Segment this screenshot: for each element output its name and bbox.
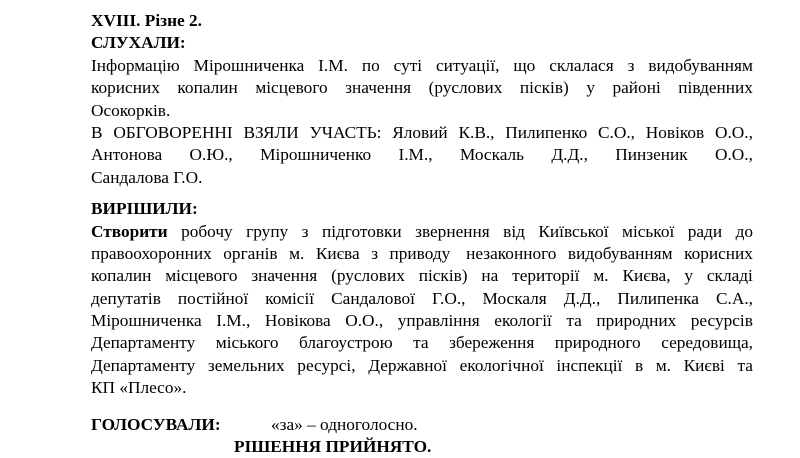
word: Пилипенко xyxy=(505,122,588,142)
word: управління xyxy=(397,311,480,331)
word: Пилипенка xyxy=(617,288,699,308)
heard-label: СЛУХАЛИ: xyxy=(91,33,186,53)
decided-line xyxy=(91,332,753,354)
word: видобуванням xyxy=(648,55,753,75)
word: звернення xyxy=(415,221,490,241)
word: Інформацію xyxy=(91,55,180,75)
word: земельних xyxy=(207,355,285,375)
decided-line xyxy=(91,355,753,377)
word: збереження xyxy=(449,333,535,353)
word: ресурсі, xyxy=(297,355,356,375)
word: з xyxy=(371,243,379,263)
word: м. xyxy=(289,243,305,263)
word: Новікова xyxy=(264,311,331,331)
word: у xyxy=(684,266,694,286)
word: Сандалової xyxy=(331,288,415,308)
word: Києва, xyxy=(622,266,671,286)
word: до xyxy=(735,221,753,241)
decided-line-first xyxy=(91,221,753,243)
discussion-line-last: Сандалова Г.О. xyxy=(91,167,203,187)
word: І.М., xyxy=(398,145,433,165)
word: що xyxy=(513,55,536,75)
word: від xyxy=(503,221,525,241)
word: міської xyxy=(622,221,675,241)
word: у xyxy=(586,78,595,98)
heard-paragraph xyxy=(91,55,753,122)
heard-line xyxy=(91,55,753,77)
discussion-line xyxy=(91,122,753,144)
word: постійної xyxy=(177,288,249,308)
discussion-line xyxy=(91,144,753,166)
word: комісії xyxy=(265,288,315,308)
word: депутатів xyxy=(91,288,161,308)
word: Мірошниченка xyxy=(193,55,305,75)
word: ситуації, xyxy=(435,55,500,75)
vote-value: «за» – одноголосно. xyxy=(271,414,418,434)
word: значення xyxy=(251,266,318,286)
word: С.А., xyxy=(716,288,753,308)
word: суті xyxy=(393,55,423,75)
word: Д.Д., xyxy=(551,145,588,165)
vote-label: ГОЛОСУВАЛИ: xyxy=(91,414,221,434)
word: природного xyxy=(554,333,641,353)
word: робочу xyxy=(181,221,233,241)
word: Мірошниченка xyxy=(91,311,202,331)
word: Мірошниченко xyxy=(260,145,372,165)
word: копалин xyxy=(91,266,152,286)
word: районі xyxy=(612,78,661,98)
word: ВЗЯЛИ xyxy=(243,122,299,142)
word: Москаль xyxy=(459,145,525,165)
word: та xyxy=(413,333,429,353)
word: УЧАСТЬ: xyxy=(309,122,382,142)
word: середовища, xyxy=(661,333,753,353)
decided-paragraph xyxy=(91,221,753,400)
word: м. xyxy=(593,266,609,286)
word: корисних xyxy=(91,78,160,98)
heard-line xyxy=(91,77,753,99)
word: копалин xyxy=(177,78,238,98)
decided-label: ВИРІШИЛИ: xyxy=(91,199,198,219)
word: О.О., xyxy=(715,122,753,142)
word: по xyxy=(361,55,380,75)
word: Департаменту xyxy=(91,333,196,353)
word: видобуванням xyxy=(567,243,673,263)
word: на xyxy=(481,266,499,286)
word: склалася xyxy=(549,55,614,75)
word: в xyxy=(634,355,644,375)
word: Департаменту xyxy=(91,355,196,375)
word: Пинзеник xyxy=(615,145,688,165)
word: Г.О., xyxy=(431,288,466,308)
word: ради xyxy=(687,221,723,241)
word: Києва xyxy=(315,243,360,263)
document-page xyxy=(91,10,753,458)
decided-line xyxy=(91,288,753,310)
word: О.Ю., xyxy=(189,145,233,165)
word: території xyxy=(512,266,580,286)
word: з xyxy=(627,55,635,75)
word: м. xyxy=(655,355,672,375)
section-heading: XVIII. Різне 2. xyxy=(91,11,202,30)
word: О.О., xyxy=(345,311,384,331)
word: Антонова xyxy=(91,145,163,165)
vote-row xyxy=(91,414,753,436)
decided-line xyxy=(91,243,753,265)
word: екологічної xyxy=(459,355,544,375)
word: Державної xyxy=(368,355,447,375)
word: незаконного xyxy=(461,243,557,263)
word: Д.Д., xyxy=(563,288,601,308)
word: (руслових xyxy=(331,266,405,286)
word: благоустрою xyxy=(299,333,393,353)
word: місцевого xyxy=(255,78,328,98)
word: місцевого xyxy=(165,266,238,286)
word: міського xyxy=(215,333,279,353)
decided-line xyxy=(91,310,753,332)
word: Києві xyxy=(683,355,725,375)
heard-line-last: Осокорків. xyxy=(91,100,171,120)
word: пісків) xyxy=(418,266,468,286)
word: корисних xyxy=(684,243,753,263)
word: К.В., xyxy=(458,122,495,142)
word: І.М., xyxy=(216,311,251,331)
word: складі xyxy=(706,266,753,286)
decision-row xyxy=(91,436,753,458)
word: інспекції xyxy=(556,355,623,375)
word: південних xyxy=(678,78,753,98)
word: правоохоронних xyxy=(91,243,212,263)
word: екології xyxy=(494,311,552,331)
word: пісків) xyxy=(519,78,569,98)
word: І.М. xyxy=(318,55,348,75)
word: та xyxy=(566,311,582,331)
decision-text: РІШЕННЯ ПРИЙНЯТО. xyxy=(234,437,432,457)
word: з xyxy=(301,221,309,241)
word: В xyxy=(91,122,103,142)
decided-first-word: Створити xyxy=(91,221,168,241)
word: ресурсів xyxy=(690,311,753,331)
word: ОБГОВОРЕННІ xyxy=(113,122,233,142)
decided-line xyxy=(91,265,753,287)
word: Яловий xyxy=(392,122,448,142)
word: та xyxy=(737,355,753,375)
word: групу xyxy=(246,221,289,241)
word: Київської xyxy=(538,221,609,241)
word: Москаля xyxy=(482,288,547,308)
word: Новіков xyxy=(645,122,705,142)
word: О.О., xyxy=(714,145,753,165)
word: значення xyxy=(345,78,412,98)
word: С.О., xyxy=(598,122,635,142)
word: підготовки xyxy=(321,221,402,241)
word: приводу xyxy=(389,243,451,263)
word: органів xyxy=(223,243,278,263)
decided-line-last: КП «Плесо». xyxy=(91,378,187,398)
word: природних xyxy=(596,311,677,331)
discussion-paragraph xyxy=(91,122,753,189)
word: (руслових xyxy=(428,78,503,98)
